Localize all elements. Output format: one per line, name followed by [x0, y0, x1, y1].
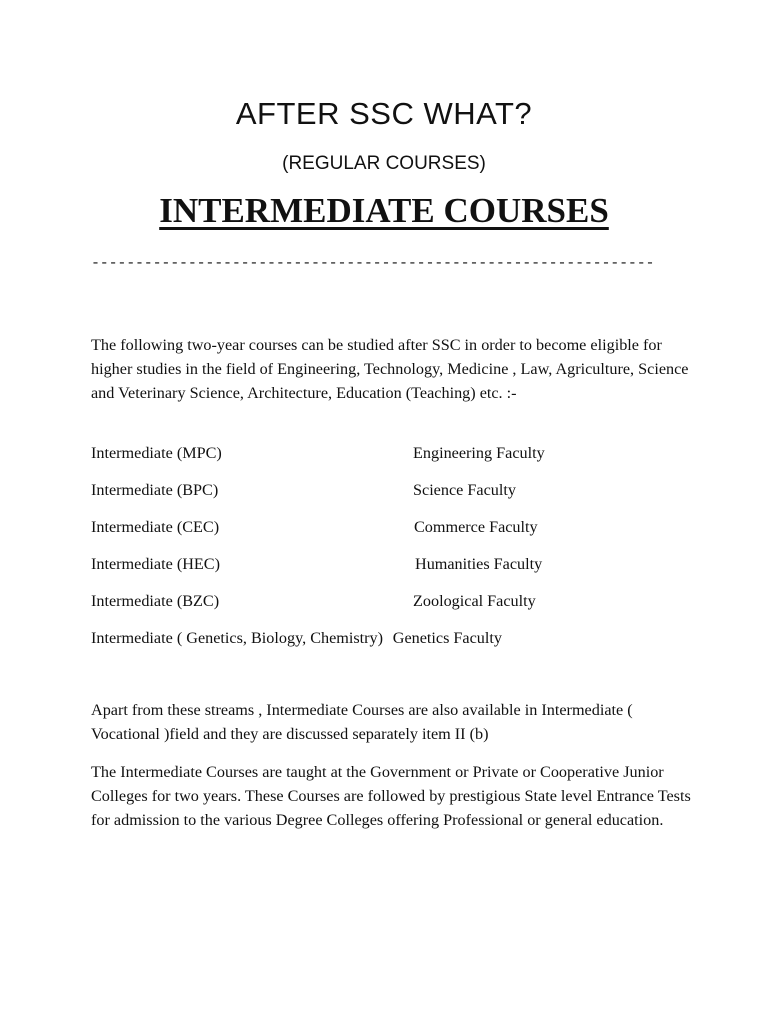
course-name: Intermediate (MPC) [91, 444, 222, 462]
course-name: Intermediate (BPC) [91, 481, 219, 499]
course-faculty: Engineering Faculty [413, 444, 545, 462]
course-name: Intermediate ( Genetics, Biology, Chemistry) [91, 629, 384, 647]
course-faculty: Science Faculty [413, 481, 516, 499]
page-title: AFTER SSC WHAT? [235, 96, 533, 131]
course-faculty: Genetics Faculty [392, 629, 502, 647]
intro-paragraph: The following two-year courses can be studied after SSC in order to become eligible for higher studies in the field of Engineering, Technology, Medicine , Law, Agriculture, Science and Veterinary Science, Architecture, Education (Teaching) etc. :- [91, 336, 689, 402]
page-subtitle: (REGULAR COURSES) [282, 153, 486, 174]
streams-paragraph: Apart from these streams , Intermediate Courses are also available in Intermediate ( Vocational )field and they are discussed separately item II (b) [91, 701, 633, 743]
course-name: Intermediate (BZC) [91, 592, 220, 610]
course-name: Intermediate (HEC) [91, 555, 220, 573]
course-faculty: Commerce Faculty [414, 518, 538, 536]
course-row [91, 627, 691, 649]
course-faculty: Zoological Faculty [413, 592, 536, 610]
course-name: Intermediate (CEC) [91, 518, 220, 536]
colleges-paragraph: The Intermediate Courses are taught at the Government or Private or Cooperative Junior Colleges for two years. These Courses are followed by prestigious State level Entrance Tests for admission to the various Degree Colleges offering Professional or general education. [91, 763, 691, 829]
course-faculty: Humanities Faculty [415, 555, 543, 573]
dashed-divider: ---------------------------------------------------------------- [91, 255, 655, 272]
section-heading: INTERMEDIATE COURSES [159, 191, 609, 230]
